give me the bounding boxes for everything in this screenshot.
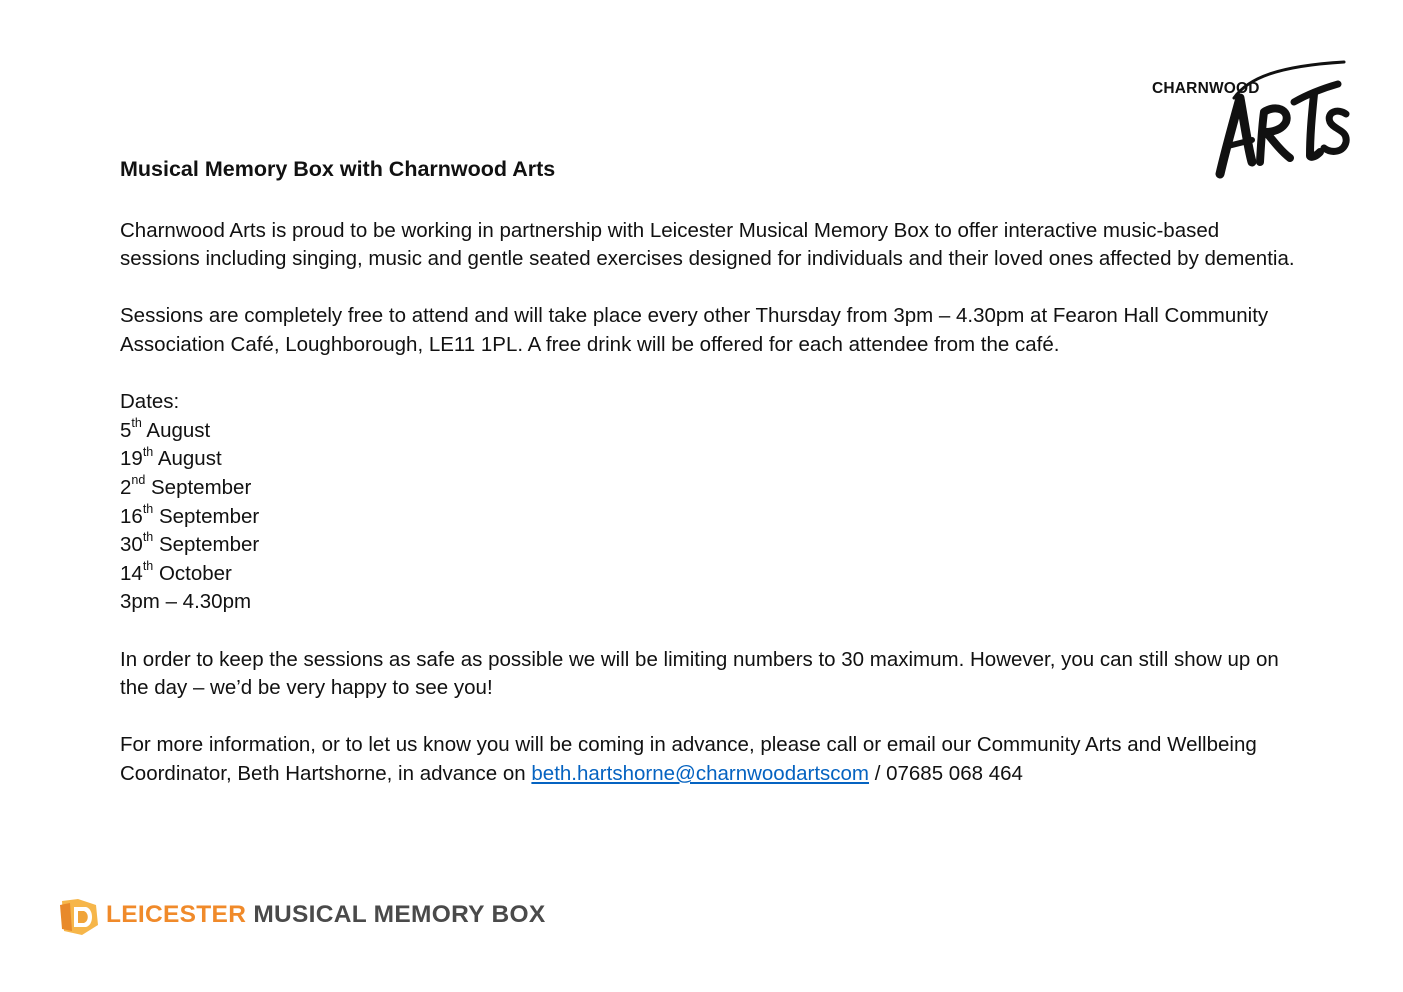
contact-paragraph (120, 731, 1300, 788)
date-item: 19th August (120, 444, 222, 471)
date-item: 2nd September (120, 473, 252, 499)
date-item: 14th October (120, 558, 232, 585)
document-body (120, 150, 1300, 817)
intro-paragraph: Charnwood Arts is proud to be working in partnership with Leicester Musical Memory Box to offer interactive music-based sessions including singing, music and gentle seated exercises designed for individuals and their loved ones affected by dementia. (120, 218, 1295, 271)
date-item: 5th August (120, 415, 211, 442)
sessions-paragraph: Sessions are completely free to attend and will take place every other Thursday from 3pm – 4.30pm at Fearon Hall Community Association Café, Loughborough, LE11 1PL. A free drink will be offered for each attendee from the café. (120, 304, 1269, 356)
contact-text: For more information, or to let us know you will be coming in advance, please call or email our Community Arts and Wellbeing Coordinator, Beth Hartshorne, in advance on (120, 733, 1257, 785)
phone-text: / 07685 068 464 (869, 761, 1023, 785)
date-item: 30th September (120, 530, 260, 557)
capacity-paragraph: In order to keep the sessions as safe as possible we will be limiting numbers to 30 maximum. However, you can still show up on the day – we’d be very happy to see you! (120, 647, 1279, 700)
lmmb-logo-text: LEICESTER MUSICAL MEMORY BOX (106, 901, 546, 928)
charnwood-logo-text: CHARNWOOD (1152, 80, 1260, 97)
dates-list (120, 388, 1300, 617)
dates-heading: Dates: (120, 390, 180, 414)
document-title: Musical Memory Box with Charnwood Arts (120, 157, 556, 181)
email-link[interactable]: beth.hartshorne@charnwoodartscom (531, 761, 870, 785)
memory-box-icon (56, 895, 102, 937)
leicester-musical-memory-box-logo (56, 893, 556, 939)
date-item: 16th September (120, 501, 260, 528)
session-time: 3pm – 4.30pm (120, 590, 252, 614)
